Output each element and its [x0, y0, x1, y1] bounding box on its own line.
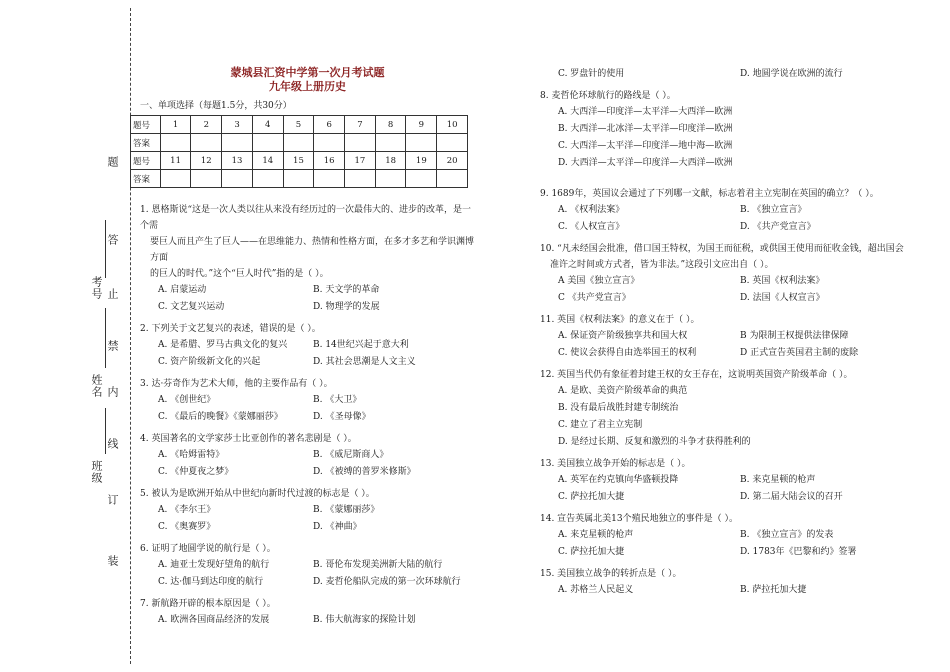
option-d[interactable]: D. 法国《人权宣言》 [740, 293, 825, 303]
binding-strip [8, 8, 132, 660]
question-12 [540, 367, 935, 451]
table-row [131, 170, 468, 188]
option-a[interactable]: A. 来克星顿的枪声 [558, 530, 634, 540]
question-6 [140, 541, 475, 591]
exam-title: 蒙城县汇资中学第一次月考试题 [230, 66, 385, 79]
table-cell: 16 [314, 152, 345, 170]
question-stem: 13. 美国独立战争开始的标志是（ ）。 [540, 459, 691, 469]
option-b[interactable]: B. 《威尼斯商人》 [313, 450, 389, 460]
question-stem: 8. 麦哲伦环球航行的路线是（ ）。 [540, 91, 676, 101]
binding-char-ti: 题 [106, 156, 119, 168]
answer-cell[interactable] [375, 134, 406, 152]
table-cell: 5 [283, 116, 314, 134]
question-5 [140, 486, 475, 536]
question-3 [140, 376, 475, 426]
table-cell: 8 [375, 116, 406, 134]
option-c[interactable]: C. 萨拉托加大捷 [558, 492, 625, 502]
option-d[interactable]: D. 麦哲伦船队完成的第一次环球航行 [313, 577, 461, 587]
option-b[interactable]: B 为限制王权提供法律保障 [740, 331, 849, 341]
table-cell: 19 [406, 152, 437, 170]
question-2 [140, 321, 475, 371]
option-c[interactable]: C. 资产阶级新文化的兴起 [158, 357, 261, 367]
option-group [140, 612, 475, 629]
binding-char-zhuang: 装 [106, 555, 119, 567]
option-b[interactable]: B. 萨拉托加大捷 [740, 585, 807, 595]
answer-table [130, 115, 468, 188]
option-b[interactable]: B. 《独立宣言》的发表 [740, 530, 834, 540]
option-b[interactable]: B. 哥伦布发现美洲新大陆的航行 [313, 560, 443, 570]
answer-cell[interactable] [191, 134, 222, 152]
option-d[interactable]: D. 1783年《巴黎和约》签署 [740, 547, 857, 557]
option-d[interactable]: D. 物理学的发展 [313, 302, 380, 312]
question-stem: 9. 1689年，英国议会通过了下列哪一文献，标志着君主立宪制在英国的确立？（ ）。 [540, 189, 879, 199]
left-column [133, 66, 475, 629]
table-cell: 1 [160, 116, 191, 134]
question-stem-cont: 要巨人而且产生了巨人——在思维能力、热情和性格方面，在多才多艺和学识渊博方面 [150, 237, 475, 263]
option-group [140, 282, 475, 316]
option-b[interactable]: B. 《蒙娜丽莎》 [313, 505, 380, 515]
question-stem: 6. 证明了地圆学说的航行是（ ）。 [140, 544, 276, 554]
question-7 [140, 596, 475, 629]
option-a[interactable]: A. 《李尔王》 [158, 505, 216, 515]
answer-cell[interactable] [314, 134, 345, 152]
question-9 [540, 186, 935, 236]
option-a[interactable]: A. 是欧、美资产阶级革命的典范 [558, 386, 688, 396]
table-cell: 17 [345, 152, 376, 170]
banji-line [105, 408, 106, 454]
xingming-line [105, 308, 106, 368]
answer-cell[interactable] [160, 134, 191, 152]
question-stem: 1. 恩格斯说“这是一次人类以往从来没有经历过的一次最伟大的、进步的改革，是一个需 [140, 205, 472, 231]
option-b[interactable]: B. 没有最后战胜封建专制统治 [558, 403, 679, 413]
binding-char-xian: 线 [106, 438, 119, 450]
option-a[interactable]: A 美国《独立宣言》 [558, 276, 640, 286]
table-cell: 题号 [131, 152, 161, 170]
table-row [131, 116, 468, 134]
right-column [540, 66, 935, 599]
option-c[interactable]: C. 罗盘针的使用 [558, 69, 625, 79]
option-d[interactable]: D 正式宣告英国君主制的废除 [740, 348, 859, 358]
question-13 [540, 456, 935, 506]
binding-char-zhi: 止 [106, 288, 119, 300]
table-cell: 答案 [131, 134, 161, 152]
option-c[interactable]: C. 文艺复兴运动 [158, 302, 225, 312]
option-b[interactable]: B. 14世纪兴起于意大利 [313, 340, 409, 350]
answer-cell[interactable] [437, 134, 468, 152]
binding-dashed-line [130, 8, 131, 664]
option-group [540, 527, 935, 561]
section-heading: 一、单项选择（每题1.5分，共30分） [140, 101, 292, 111]
option-b[interactable]: B. 天文学的革命 [313, 285, 380, 295]
option-a[interactable]: A. 欧洲各国商品经济的发展 [158, 615, 270, 625]
question-stem: 12. 英国当代仍有象征着封建王权的女王存在，这说明英国资产阶级革命（ ）。 [540, 370, 853, 380]
table-cell: 13 [222, 152, 253, 170]
option-d[interactable]: D. 《神曲》 [313, 522, 362, 532]
option-c[interactable]: C. 《最后的晚餐》《蒙娜丽莎》 [158, 412, 283, 422]
answer-cell[interactable] [252, 170, 283, 188]
table-cell: 15 [283, 152, 314, 170]
option-d[interactable]: D. 《共产党宣言》 [740, 222, 816, 232]
option-d[interactable]: D. 第二届大陆会议的召开 [740, 492, 843, 502]
option-b[interactable]: B. 《大卫》 [313, 395, 362, 405]
table-cell: 14 [252, 152, 283, 170]
question-stem-cont: 准许之时间或方式者，皆为非法。”这段引文应出自（ ）。 [550, 260, 774, 270]
option-group [540, 383, 935, 451]
option-c[interactable]: C. 《仲夏夜之梦》 [158, 467, 234, 477]
option-c[interactable]: C 《共产党宣言》 [558, 293, 631, 303]
table-cell: 题号 [131, 116, 161, 134]
table-cell: 3 [222, 116, 253, 134]
option-a[interactable]: A. 《哈姆雷特》 [158, 450, 225, 460]
question-1 [140, 202, 475, 316]
question-11 [540, 312, 935, 362]
question-15 [540, 566, 935, 599]
option-a[interactable]: A. 英军在约克镇向华盛顿投降 [558, 475, 679, 485]
option-d[interactable]: D. 大西洋—太平洋—印度洋—大西洋—欧洲 [558, 158, 733, 168]
option-b[interactable]: B. 伟大航海家的探险计划 [313, 615, 416, 625]
table-cell: 12 [191, 152, 222, 170]
option-group [140, 392, 475, 426]
option-group [540, 328, 935, 362]
table-row [131, 134, 468, 152]
option-group [540, 104, 935, 172]
answer-cell[interactable] [222, 134, 253, 152]
question-stem: 4. 英国著名的文学家莎士比亚创作的著名悲剧是（ ）。 [140, 434, 357, 444]
exam-subtitle: 九年级上册历史 [269, 80, 346, 93]
answer-cell[interactable] [345, 170, 376, 188]
option-group [540, 273, 935, 307]
question-10 [540, 241, 935, 307]
table-cell: 18 [375, 152, 406, 170]
question-14 [540, 511, 935, 561]
answer-cell[interactable] [283, 134, 314, 152]
table-cell: 7 [345, 116, 376, 134]
question-stem: 10. “凡未经国会批准，借口国王特权，为国王而征税，或供国王使用而征收金钱，超出国会 [540, 244, 904, 254]
option-d[interactable]: D. 《被缚的普罗米修斯》 [313, 467, 416, 477]
option-group [140, 337, 475, 371]
answer-cell[interactable] [252, 134, 283, 152]
answer-cell[interactable] [406, 134, 437, 152]
answer-cell[interactable] [191, 170, 222, 188]
question-stem: 5. 被认为是欧洲开始从中世纪向新时代过渡的标志是（ ）。 [140, 489, 375, 499]
question-stem: 15. 美国独立战争的转折点是（ ）。 [540, 569, 682, 579]
option-a[interactable]: A. 《创世纪》 [158, 395, 216, 405]
question-4 [140, 431, 475, 481]
option-b[interactable]: B. 《独立宣言》 [740, 205, 807, 215]
option-a[interactable]: A. 是希腊、罗马古典文化的复兴 [158, 340, 288, 350]
binding-char-ding: 订 [106, 494, 119, 506]
option-group [140, 447, 475, 481]
answer-cell[interactable] [375, 170, 406, 188]
label-xingming: 姓名 [90, 374, 103, 398]
question-stem: 7. 新航路开辟的根本原因是（ ）。 [140, 599, 276, 609]
question-stem: 11. 英国《权利法案》的意义在于（ ）。 [540, 315, 700, 325]
option-c[interactable]: C. 《人权宣言》 [558, 222, 625, 232]
answer-cell[interactable] [345, 134, 376, 152]
option-a[interactable]: A. 苏格兰人民起义 [558, 585, 634, 595]
option-a[interactable]: A. 迪亚士发现好望角的航行 [158, 560, 270, 570]
option-c[interactable]: C. 达·伽马到达印度的航行 [158, 577, 264, 587]
question-8 [540, 88, 935, 172]
option-group [540, 66, 935, 83]
option-a[interactable]: A. 保证资产阶级独享共和国大权 [558, 331, 688, 341]
option-group [540, 202, 935, 236]
option-b[interactable]: B. 大西洋—北冰洋—太平洋—印度洋—欧洲 [558, 124, 733, 134]
option-a[interactable]: A. 《权利法案》 [558, 205, 625, 215]
table-cell: 20 [437, 152, 468, 170]
option-d[interactable]: D. 其社会思潮是人文主义 [313, 357, 416, 367]
option-b[interactable]: B. 来克星顿的枪声 [740, 475, 816, 485]
option-b[interactable]: B. 英国《权利法案》 [740, 276, 825, 286]
table-cell: 4 [252, 116, 283, 134]
option-a[interactable]: A. 大西洋—印度洋—太平洋—大西洋—欧洲 [558, 107, 733, 117]
option-d[interactable]: D. 《圣母像》 [313, 412, 371, 422]
table-cell: 2 [191, 116, 222, 134]
option-c[interactable]: C. 大西洋—太平洋—印度洋—地中海—欧洲 [558, 141, 733, 151]
option-c[interactable]: C. 《奥赛罗》 [158, 522, 216, 532]
answer-cell[interactable] [283, 170, 314, 188]
option-group [140, 502, 475, 536]
table-row [131, 152, 468, 170]
table-cell: 11 [160, 152, 191, 170]
option-c[interactable]: C. 使议会获得自由选举国王的权利 [558, 348, 697, 358]
kaohao-line [105, 220, 106, 278]
label-kaohao: 考号 [90, 276, 103, 300]
option-group [540, 582, 935, 599]
question-stem: 14. 宣告英属北美13个殖民地独立的事件是（ ）。 [540, 514, 738, 524]
label-banji: 班级 [90, 460, 103, 484]
option-c[interactable]: C. 萨拉托加大捷 [558, 547, 625, 557]
option-c[interactable]: C. 建立了君主立宪制 [558, 420, 643, 430]
question-stem-cont: 的巨人的时代。”这个“巨人时代”指的是（ ）。 [150, 269, 329, 279]
table-cell: 10 [437, 116, 468, 134]
answer-cell[interactable] [437, 170, 468, 188]
option-a[interactable]: A. 启蒙运动 [158, 285, 207, 295]
option-d[interactable]: D. 地圆学说在欧洲的流行 [740, 69, 843, 79]
answer-cell[interactable] [160, 170, 191, 188]
table-cell: 9 [406, 116, 437, 134]
binding-char-nei: 内 [106, 386, 119, 398]
option-group [140, 557, 475, 591]
binding-char-da: 答 [106, 234, 119, 246]
table-cell: 6 [314, 116, 345, 134]
question-stem: 2. 下列关于文艺复兴的表述，错误的是（ ）。 [140, 324, 321, 334]
option-d[interactable]: D. 是经过长期、反复和激烈的斗争才获得胜利的 [558, 437, 751, 447]
question-stem: 3. 达·芬奇作为艺术大师，他的主要作品有（ ）。 [140, 379, 333, 389]
option-group [540, 472, 935, 506]
answer-cell[interactable] [222, 170, 253, 188]
answer-cell[interactable] [314, 170, 345, 188]
binding-char-jin: 禁 [106, 340, 119, 352]
answer-cell[interactable] [406, 170, 437, 188]
table-cell: 答案 [131, 170, 161, 188]
